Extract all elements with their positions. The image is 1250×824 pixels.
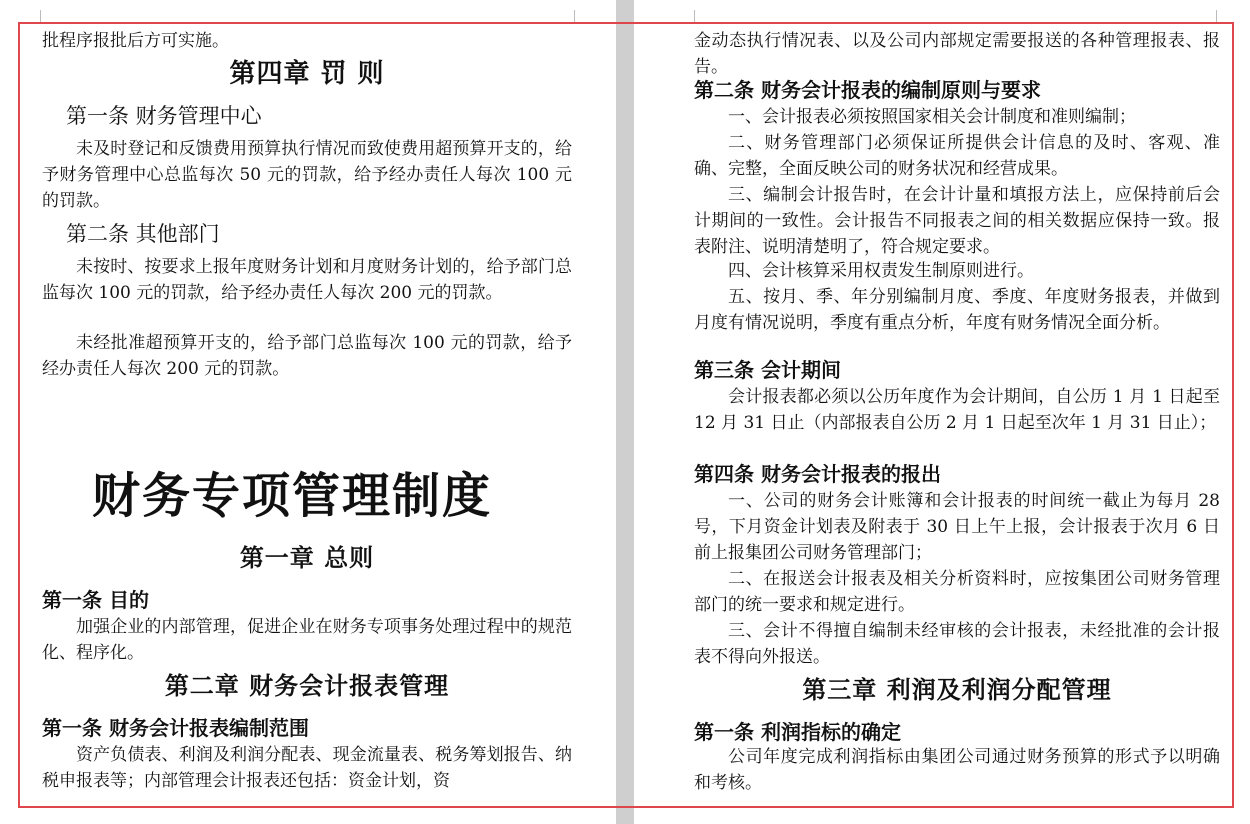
chapter-1-heading: 第一章 总则 bbox=[239, 543, 375, 572]
ch2-article-4-item-1: 一、公司的财务会计账簿和会计报表的时间统一截止为每月 28 号，下月资金计划表及附表于 30 日上午上报，会计报表于次月 6 日前上报集团公司财务管理部门； bbox=[694, 491, 1220, 563]
crop-mark bbox=[28, 10, 41, 23]
ch2-article-2-item-2: 二、财务管理部门必须保证所提供会计信息的及时、客观、准确、完整，全面反映公司的财务状况和经营成果。 bbox=[694, 133, 1220, 179]
crop-mark bbox=[574, 10, 587, 23]
crop-mark bbox=[682, 10, 695, 23]
chapter-2-heading: 第二章 财务会计报表管理 bbox=[164, 671, 450, 700]
ch2-article-2-item-4: 四、会计核算采用权责发生制原则进行。 bbox=[728, 261, 1034, 281]
ch2-article-2-item-3: 三、编制会计报告时，在会计计量和填报方法上，应保持前后会计期间的一致性。会计报告不同报表之间的相关数据应保持一致。报表附注、说明清楚明了，符合规定要求。 bbox=[694, 185, 1220, 257]
ch4-article-2-text-2: 未经批准超预算开支的，给予部门总监每次 100 元的罚款，给予经办责任人每次 200 元的罚款。 bbox=[42, 333, 572, 379]
document-title: 财务专项管理制度 bbox=[91, 468, 492, 524]
ch1-article-1-heading: 第一条 目的 bbox=[42, 588, 149, 612]
ch2-article-4-heading: 第四条 财务会计报表的报出 bbox=[694, 462, 941, 486]
ch2-article-4-item-2: 二、在报送会计报表及相关分析资料时，应按集团公司财务管理部门的统一要求和规定进行。 bbox=[694, 569, 1220, 615]
right-continuation-text: 金动态执行情况表、以及公司内部规定需要报送的各种管理报表、报告。 bbox=[694, 31, 1220, 77]
ch4-article-1-heading: 第一条 财务管理中心 bbox=[66, 104, 262, 128]
chapter-3-heading: 第三章 利润及利润分配管理 bbox=[802, 675, 1112, 704]
ch2-article-2-item-5: 五、按月、季、年分别编制月度、季度、年度财务报表，并做到月度有情况说明，季度有重点分析，年度有财务情况全面分析。 bbox=[694, 287, 1220, 333]
page-gutter bbox=[616, 0, 634, 824]
ch2-article-3-text: 会计报表都必须以公历年度作为会计期间，自公历 1 月 1 日起至 12 月 31 日止（内部报表自公历 2 月 1 日起至次年 1 月 31 日止）； bbox=[694, 387, 1220, 433]
ch2-article-2-heading: 第二条 财务会计报表的编制原则与要求 bbox=[694, 78, 1041, 102]
crop-mark bbox=[1216, 10, 1229, 23]
left-continuation-text: 批程序报批后方可实施。 bbox=[42, 31, 229, 51]
right-page bbox=[634, 0, 1250, 824]
ch2-article-1-heading: 第一条 财务会计报表编制范围 bbox=[42, 716, 309, 740]
ch2-article-1-text: 资产负债表、利润及利润分配表、现金流量表、税务筹划报告、纳税申报表等；内部管理会计报表还包括：资金计划，资 bbox=[42, 745, 572, 791]
chapter-4-heading: 第四章 罚 则 bbox=[229, 59, 385, 89]
left-page bbox=[0, 0, 616, 824]
ch4-article-1-text: 未及时登记和反馈费用预算执行情况而致使费用超预算开支的，给予财务管理中心总监每次 50 元的罚款，给予经办责任人每次 100 元的罚款。 bbox=[42, 139, 572, 211]
ch1-article-1-text: 加强企业的内部管理，促进企业在财务专项事务处理过程中的规范化、程序化。 bbox=[42, 617, 572, 663]
ch2-article-2-item-1: 一、会计报表必须按照国家相关会计制度和准则编制； bbox=[728, 107, 1136, 127]
ch4-article-2-heading: 第二条 其他部门 bbox=[66, 222, 220, 246]
ch3-article-1-heading: 第一条 利润指标的确定 bbox=[694, 720, 901, 744]
ch2-article-3-heading: 第三条 会计期间 bbox=[694, 358, 841, 382]
ch4-article-2-text-1: 未按时、按要求上报年度财务计划和月度财务计划的，给予部门总监每次 100 元的罚款，给予经办责任人每次 200 元的罚款。 bbox=[42, 257, 572, 303]
ch2-article-4-item-3: 三、会计不得擅自编制未经审核的会计报表，未经批准的会计报表不得向外报送。 bbox=[694, 621, 1220, 667]
ch3-article-1-text: 公司年度完成利润指标由集团公司通过财务预算的形式予以明确和考核。 bbox=[694, 747, 1220, 793]
